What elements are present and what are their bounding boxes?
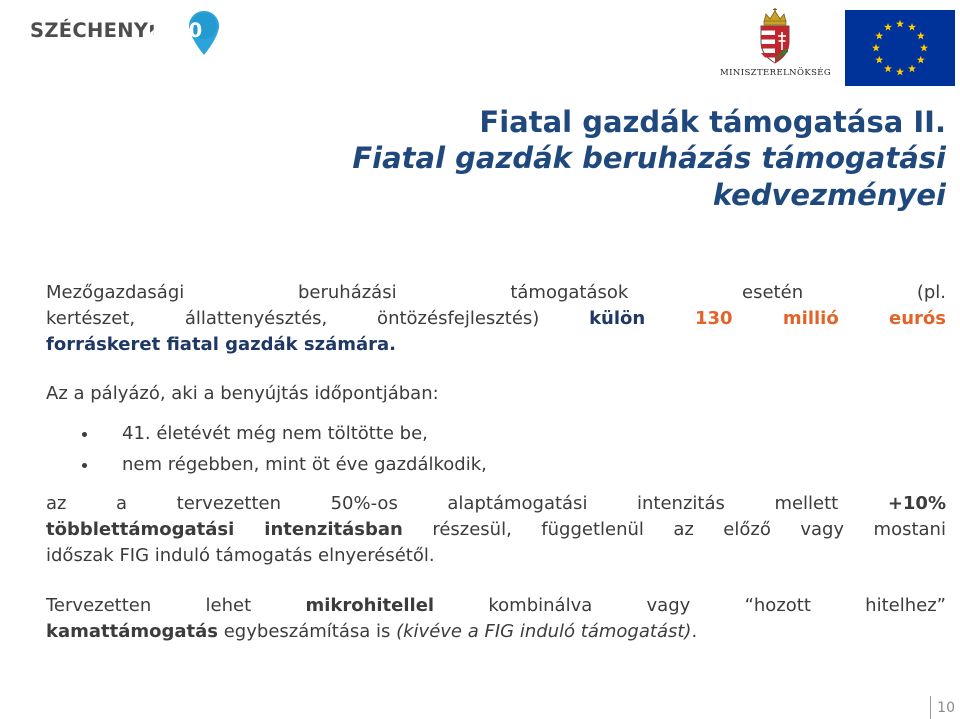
paragraph-4-line-2-b: egybeszámítása is xyxy=(223,621,391,642)
paragraph-4-line-1-c: kombinálva vagy “hozott hitelhez” xyxy=(488,595,946,616)
bullet-icon xyxy=(82,432,87,437)
paragraph-3-line-1-a: az a tervezetten 50%-os alaptámogatási intenzitás mellett xyxy=(46,493,839,514)
ministry-name: MINISZTERELNÖKSÉG xyxy=(720,68,832,78)
paragraph-1-line-3: forráskeret fiatal gazdák számára. xyxy=(46,334,397,355)
paragraph-eligibility xyxy=(46,381,946,407)
paragraph-4-line-1 xyxy=(46,593,946,619)
paragraph-1-line-1: Mezőgazdasági beruházási támogatások esetén (pl. xyxy=(46,282,946,303)
paragraph-4-line-2 xyxy=(46,619,946,645)
title-line-2: Fiatal gazdák beruházás támogatási xyxy=(352,141,946,175)
paragraph-4-line-2-c: (kivéve a FIG induló támogatást) xyxy=(396,621,692,642)
hungarian-crest-icon xyxy=(756,8,794,64)
paragraph-3-line-2 xyxy=(46,517,946,543)
paragraph-3-line-2-a: többlettámogatási intenzitásban xyxy=(46,519,403,540)
slide-title xyxy=(352,104,946,214)
paragraph-4-line-2-d: . xyxy=(691,621,698,642)
eligibility-intro: Az a pályázó, aki a benyújtás időpontjában: xyxy=(46,383,439,404)
page-number: 10 xyxy=(937,700,955,716)
paragraph-4-line-1-a: Tervezetten lehet xyxy=(46,595,252,616)
paragraph-intensity xyxy=(46,491,946,569)
title-line-3: kedvezményei xyxy=(712,178,946,212)
szechenyi-2020-logo xyxy=(22,8,252,58)
paragraph-funding xyxy=(46,280,946,358)
microcredit-term: mikrohitellel xyxy=(305,595,435,616)
bonus-intensity: +10% xyxy=(887,493,946,514)
paragraph-1-line-2-a: kertészet, állattenyésztés, öntözésfejlesztés) xyxy=(46,308,540,329)
paragraph-1-line-2-b: külön xyxy=(589,308,646,329)
list-item-text: 41. életévét még nem töltötte be, xyxy=(122,423,428,444)
ministry-logo xyxy=(720,8,830,88)
eu-flag-icon xyxy=(845,10,955,86)
szechenyi-word: SZÉCHENYI xyxy=(30,19,156,42)
paragraph-3-line-2-b: részesül, függetlenül az előző vagy mostani xyxy=(432,519,946,540)
page-number-box xyxy=(930,696,960,719)
bullet-icon xyxy=(82,463,87,468)
funding-amount: 130 millió eurós xyxy=(695,308,946,329)
paragraph-3-line-1 xyxy=(46,491,946,517)
interest-subsidy-term: kamattámogatás xyxy=(46,621,218,642)
paragraph-1-line-2 xyxy=(46,306,946,332)
paragraph-microcredit xyxy=(46,593,946,645)
szechenyi-year: 2020 xyxy=(147,19,203,42)
title-line-1: Fiatal gazdák támogatása II. xyxy=(479,105,946,139)
paragraph-3-line-3: időszak FIG induló támogatás elnyerésétől. xyxy=(46,545,435,566)
list-item-text: nem régebben, mint öt éve gazdálkodik, xyxy=(122,454,487,475)
